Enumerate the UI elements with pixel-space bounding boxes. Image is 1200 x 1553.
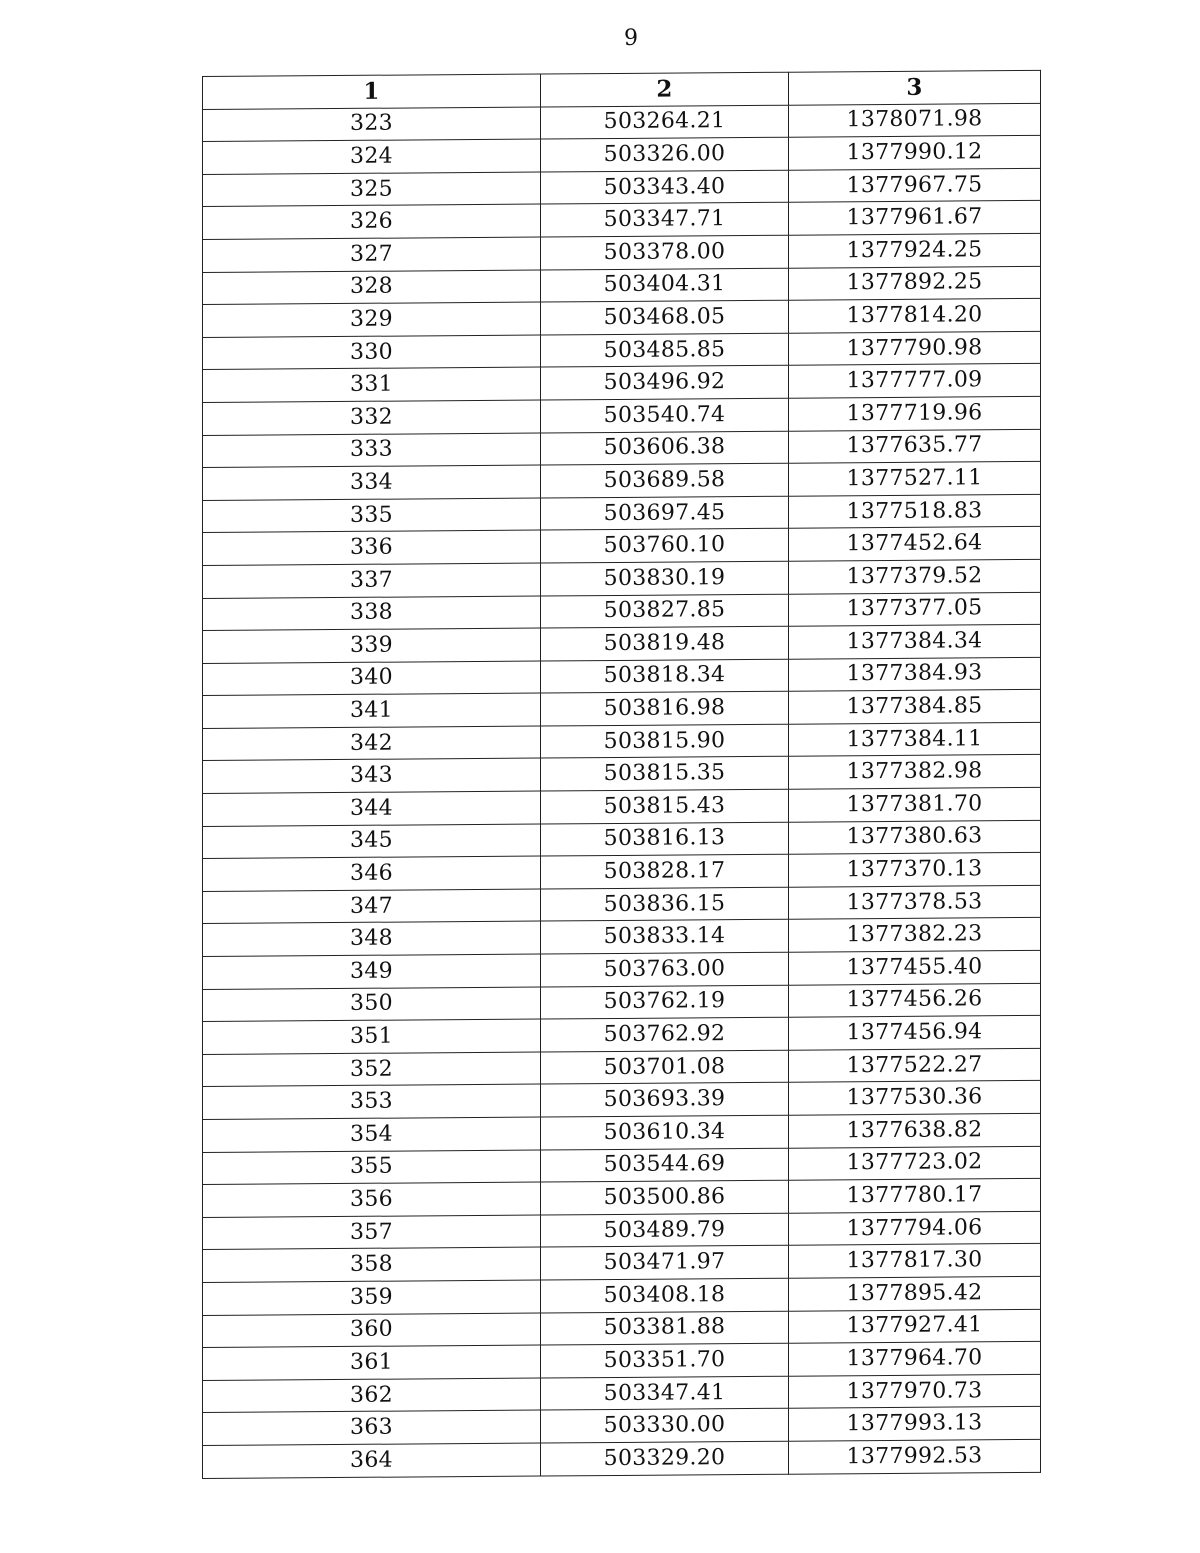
point-number-cell: 327 bbox=[203, 237, 541, 272]
coordinate-x-cell: 503815.43 bbox=[541, 789, 789, 823]
coordinate-x-cell: 503330.00 bbox=[541, 1409, 789, 1443]
coordinate-x-cell: 503836.15 bbox=[541, 887, 789, 921]
coordinate-y-cell: 1377719.96 bbox=[789, 396, 1041, 430]
point-number-cell: 343 bbox=[203, 758, 541, 793]
point-number-cell: 348 bbox=[203, 921, 541, 956]
point-number-cell: 362 bbox=[203, 1378, 541, 1413]
coordinate-y-cell: 1377895.42 bbox=[789, 1276, 1041, 1310]
coordinate-y-cell: 1377377.05 bbox=[789, 592, 1041, 626]
coordinate-x-cell: 503819.48 bbox=[541, 626, 789, 660]
coordinate-y-cell: 1377382.98 bbox=[789, 755, 1041, 789]
coordinate-y-cell: 1377964.70 bbox=[789, 1342, 1041, 1376]
coordinate-y-cell: 1377970.73 bbox=[789, 1374, 1041, 1408]
coordinate-y-cell: 1377780.17 bbox=[789, 1179, 1041, 1213]
point-number-cell: 324 bbox=[203, 139, 541, 174]
coordinate-x-cell: 503500.86 bbox=[541, 1180, 789, 1214]
coordinate-x-cell: 503378.00 bbox=[541, 235, 789, 269]
point-number-cell: 333 bbox=[203, 433, 541, 468]
coordinate-x-cell: 503830.19 bbox=[541, 561, 789, 595]
point-number-cell: 337 bbox=[203, 563, 541, 598]
coordinate-y-cell: 1378071.98 bbox=[789, 103, 1041, 137]
point-number-cell: 359 bbox=[203, 1280, 541, 1315]
coordinate-x-cell: 503818.34 bbox=[541, 659, 789, 693]
point-number-cell: 360 bbox=[203, 1313, 541, 1348]
coordinate-x-cell: 503762.92 bbox=[541, 1017, 789, 1051]
coordinate-x-cell: 503833.14 bbox=[541, 920, 789, 954]
point-number-cell: 329 bbox=[203, 302, 541, 337]
point-number-cell: 338 bbox=[203, 596, 541, 631]
coordinate-x-cell: 503496.92 bbox=[541, 366, 789, 400]
point-number-cell: 346 bbox=[203, 856, 541, 891]
coordinate-x-cell: 503347.71 bbox=[541, 203, 789, 237]
coordinate-y-cell: 1377378.53 bbox=[789, 885, 1041, 919]
coordinate-x-cell: 503815.35 bbox=[541, 757, 789, 791]
coordinate-y-cell: 1377992.53 bbox=[789, 1439, 1041, 1473]
point-number-cell: 334 bbox=[203, 465, 541, 500]
coordinate-y-cell: 1377379.52 bbox=[789, 559, 1041, 593]
coordinate-y-cell: 1377814.20 bbox=[789, 299, 1041, 333]
point-number-cell: 332 bbox=[203, 400, 541, 435]
coordinate-y-cell: 1377790.98 bbox=[789, 331, 1041, 365]
coordinate-x-cell: 503763.00 bbox=[541, 952, 789, 986]
point-number-cell: 357 bbox=[203, 1215, 541, 1250]
point-number-cell: 325 bbox=[203, 172, 541, 207]
coordinate-x-cell: 503471.97 bbox=[541, 1246, 789, 1280]
coordinate-y-cell: 1377530.36 bbox=[789, 1081, 1041, 1115]
coordinate-y-cell: 1377723.02 bbox=[789, 1146, 1041, 1180]
coordinate-x-cell: 503693.39 bbox=[541, 1083, 789, 1117]
coordinate-x-cell: 503816.98 bbox=[541, 691, 789, 725]
coordinate-y-cell: 1377456.94 bbox=[789, 1016, 1041, 1050]
point-number-cell: 345 bbox=[203, 824, 541, 859]
coordinate-y-cell: 1377381.70 bbox=[789, 787, 1041, 821]
coordinate-y-cell: 1377635.77 bbox=[789, 429, 1041, 463]
coordinate-x-cell: 503408.18 bbox=[541, 1278, 789, 1312]
coordinate-x-cell: 503347.41 bbox=[541, 1376, 789, 1410]
coordinate-x-cell: 503343.40 bbox=[541, 170, 789, 204]
coordinate-y-cell: 1377924.25 bbox=[789, 233, 1041, 267]
coordinate-x-cell: 503815.90 bbox=[541, 724, 789, 758]
point-number-cell: 361 bbox=[203, 1345, 541, 1380]
coordinate-y-cell: 1377527.11 bbox=[789, 461, 1041, 495]
coordinate-y-cell: 1377384.11 bbox=[789, 722, 1041, 756]
coordinate-y-cell: 1377777.09 bbox=[789, 364, 1041, 398]
coordinate-x-cell: 503816.13 bbox=[541, 822, 789, 856]
coordinate-y-cell: 1377384.85 bbox=[789, 690, 1041, 724]
point-number-cell: 335 bbox=[203, 498, 541, 533]
coordinate-x-cell: 503264.21 bbox=[541, 105, 789, 139]
coordinate-x-cell: 503544.69 bbox=[541, 1148, 789, 1182]
point-number-cell: 342 bbox=[203, 726, 541, 761]
point-number-cell: 330 bbox=[203, 335, 541, 370]
coordinate-y-cell: 1377456.26 bbox=[789, 983, 1041, 1017]
coordinate-y-cell: 1377455.40 bbox=[789, 950, 1041, 984]
coordinate-y-cell: 1377370.13 bbox=[789, 853, 1041, 887]
coordinate-x-cell: 503828.17 bbox=[541, 854, 789, 888]
coordinate-x-cell: 503697.45 bbox=[541, 496, 789, 530]
point-number-cell: 323 bbox=[203, 107, 541, 142]
coordinate-y-cell: 1377993.13 bbox=[789, 1407, 1041, 1441]
point-number-cell: 328 bbox=[203, 270, 541, 305]
point-number-cell: 358 bbox=[203, 1247, 541, 1282]
coordinate-x-cell: 503827.85 bbox=[541, 594, 789, 628]
coordinate-x-cell: 503610.34 bbox=[541, 1115, 789, 1149]
coordinate-x-cell: 503701.08 bbox=[541, 1050, 789, 1084]
coordinate-x-cell: 503381.88 bbox=[541, 1311, 789, 1345]
point-number-cell: 364 bbox=[203, 1443, 541, 1478]
coordinate-y-cell: 1377638.82 bbox=[789, 1113, 1041, 1147]
coordinate-x-cell: 503762.19 bbox=[541, 985, 789, 1019]
coordinate-y-cell: 1377452.64 bbox=[789, 527, 1041, 561]
point-number-cell: 349 bbox=[203, 954, 541, 989]
coordinate-y-cell: 1377927.41 bbox=[789, 1309, 1041, 1343]
coordinates-table bbox=[202, 70, 1041, 1479]
point-number-cell: 353 bbox=[203, 1084, 541, 1119]
table-row bbox=[203, 1439, 1041, 1478]
point-number-cell: 336 bbox=[203, 530, 541, 565]
point-number-cell: 340 bbox=[203, 661, 541, 696]
coordinate-x-cell: 503689.58 bbox=[541, 463, 789, 497]
point-number-cell: 350 bbox=[203, 987, 541, 1022]
coordinate-y-cell: 1377794.06 bbox=[789, 1211, 1041, 1245]
coordinate-x-cell: 503468.05 bbox=[541, 300, 789, 334]
coordinate-x-cell: 503485.85 bbox=[541, 333, 789, 367]
column-header-2: 2 bbox=[541, 72, 789, 106]
coordinate-x-cell: 503489.79 bbox=[541, 1213, 789, 1247]
point-number-cell: 351 bbox=[203, 1019, 541, 1054]
point-number-cell: 326 bbox=[203, 204, 541, 239]
page-number: 9 bbox=[624, 26, 638, 51]
coordinate-x-cell: 503326.00 bbox=[541, 137, 789, 171]
coordinate-y-cell: 1377382.23 bbox=[789, 918, 1041, 952]
coordinate-x-cell: 503606.38 bbox=[541, 431, 789, 465]
point-number-cell: 355 bbox=[203, 1150, 541, 1185]
column-header-3: 3 bbox=[789, 70, 1041, 104]
point-number-cell: 354 bbox=[203, 1117, 541, 1152]
coordinate-y-cell: 1377961.67 bbox=[789, 201, 1041, 235]
point-number-cell: 339 bbox=[203, 628, 541, 663]
point-number-cell: 356 bbox=[203, 1182, 541, 1217]
coordinate-y-cell: 1377518.83 bbox=[789, 494, 1041, 528]
coordinate-y-cell: 1377817.30 bbox=[789, 1244, 1041, 1278]
coordinate-x-cell: 503351.70 bbox=[541, 1343, 789, 1377]
coordinate-x-cell: 503329.20 bbox=[541, 1441, 789, 1475]
coordinate-y-cell: 1377522.27 bbox=[789, 1048, 1041, 1082]
coordinates-table-container bbox=[202, 70, 1040, 1479]
point-number-cell: 352 bbox=[203, 1052, 541, 1087]
table-body bbox=[203, 103, 1041, 1478]
coordinate-x-cell: 503760.10 bbox=[541, 529, 789, 563]
point-number-cell: 331 bbox=[203, 367, 541, 402]
coordinate-y-cell: 1377384.34 bbox=[789, 624, 1041, 658]
coordinate-y-cell: 1377967.75 bbox=[789, 168, 1041, 202]
coordinate-y-cell: 1377892.25 bbox=[789, 266, 1041, 300]
coordinate-x-cell: 503540.74 bbox=[541, 398, 789, 432]
point-number-cell: 347 bbox=[203, 889, 541, 924]
coordinate-y-cell: 1377990.12 bbox=[789, 136, 1041, 170]
point-number-cell: 341 bbox=[203, 693, 541, 728]
column-header-1: 1 bbox=[203, 74, 541, 109]
coordinate-x-cell: 503404.31 bbox=[541, 268, 789, 302]
coordinate-y-cell: 1377384.93 bbox=[789, 657, 1041, 691]
point-number-cell: 344 bbox=[203, 791, 541, 826]
coordinate-y-cell: 1377380.63 bbox=[789, 820, 1041, 854]
point-number-cell: 363 bbox=[203, 1410, 541, 1445]
